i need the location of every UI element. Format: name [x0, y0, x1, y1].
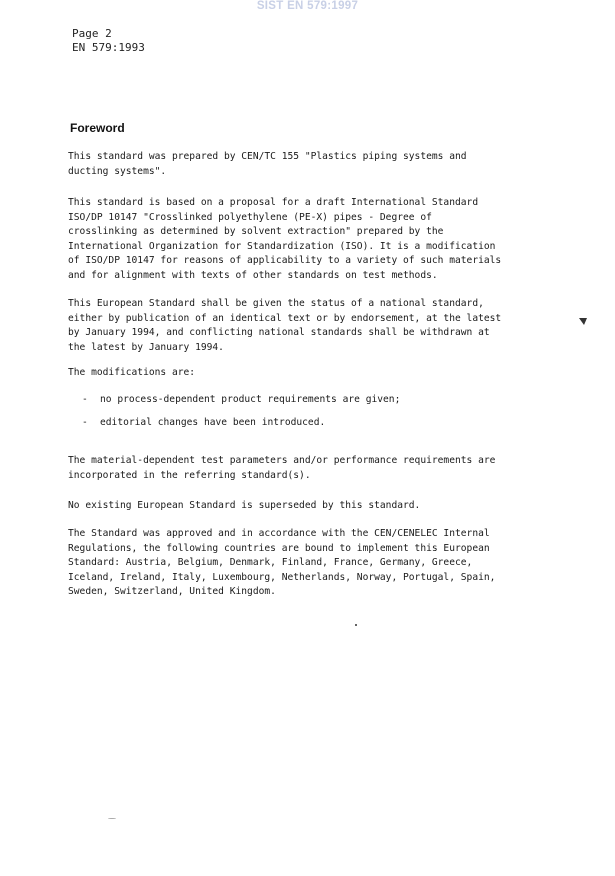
paragraph-approval: [68, 527, 548, 600]
page-header: [72, 27, 145, 55]
text-line: No existing European Standard is superseded by this standard.: [68, 500, 421, 511]
paragraph-basis: [68, 196, 548, 283]
list-item-text: editorial changes have been introduced.: [100, 417, 326, 428]
margin-mark-icon: [578, 316, 588, 326]
paragraph-supersedes: [68, 499, 548, 514]
text-line: Iceland, Ireland, Italy, Luxembourg, Netherlands, Norway, Portugal, Spain,: [68, 571, 496, 583]
page-number: Page 2: [72, 27, 112, 40]
paragraph-preparation: [68, 150, 548, 179]
text-line: by January 1994, and conflicting national standards shall be withdrawn at: [68, 327, 490, 338]
text-line: The Standard was approved and in accordance with the CEN/CENELEC Internal: [68, 528, 490, 539]
text-line: Standard: Austria, Belgium, Denmark, Finland, France, Germany, Greece,: [68, 557, 473, 568]
text-line: This standard is based on a proposal for a draft International Standard: [68, 197, 479, 208]
modifications-intro: [68, 366, 548, 381]
text-line: International Organization for Standardization (ISO). It is a modification: [68, 240, 496, 252]
text-line: and for alignment with texts of other standards on test methods.: [68, 269, 438, 281]
text-line: the latest by January 1994.: [68, 341, 224, 353]
list-item: [82, 416, 325, 430]
paragraph-test-parameters: [68, 454, 548, 483]
list-item-text: no process-dependent product requirements are given;: [100, 394, 401, 405]
text-line: This European Standard shall be given the status of a national standard,: [68, 298, 484, 309]
text-line: crosslinking as determined by solvent extraction" prepared by the: [68, 226, 444, 237]
text-line: ducting systems".: [68, 165, 167, 177]
text-line: either by publication of an identical text or by endorsement, at the latest: [68, 312, 502, 324]
bullet-dash: -: [82, 417, 88, 428]
text-line: This standard was prepared by CEN/TC 155 "Plastics piping systems and: [68, 151, 467, 162]
standard-reference: EN 579:1993: [72, 41, 145, 54]
paragraph-status: [68, 297, 548, 355]
text-line: The modifications are:: [68, 367, 196, 378]
bullet-dash: -: [82, 394, 88, 405]
text-line: of ISO/DP 10147 for reasons of applicability to a variety of such materials: [68, 255, 502, 266]
scan-speck: [108, 818, 116, 819]
list-item: [82, 393, 400, 407]
document-watermark: SIST EN 579:1997: [256, 0, 359, 12]
foreword-heading: Foreword: [70, 121, 125, 135]
text-line: incorporated in the referring standard(s).: [68, 469, 311, 481]
text-line: ISO/DP 10147 "Crosslinked polyethylene (PE-X) pipes - Degree of: [68, 211, 432, 223]
text-line: Regulations, the following countries are bound to implement this European: [68, 542, 490, 554]
text-line: The material-dependent test parameters and/or performance requirements are: [68, 455, 496, 466]
scan-speck: [355, 624, 357, 626]
text-line: Sweden, Switzerland, United Kingdom.: [68, 586, 276, 597]
